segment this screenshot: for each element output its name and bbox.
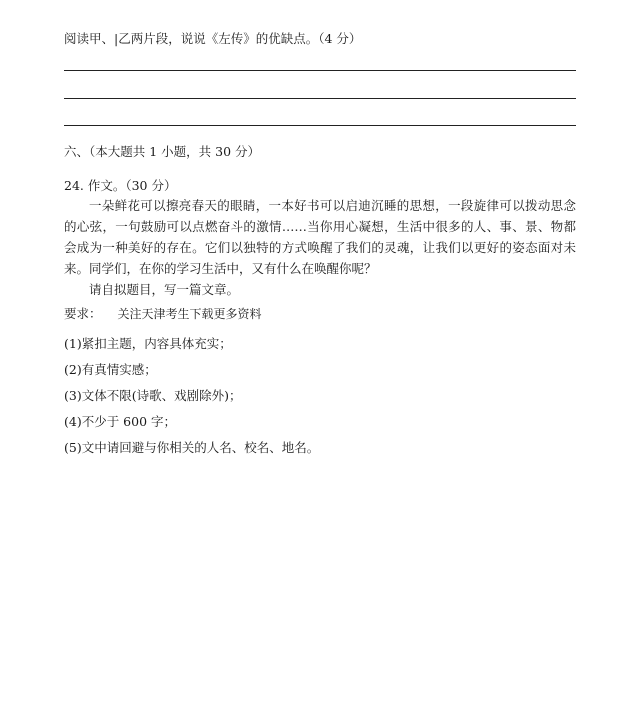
question-24-passage: 一朵鲜花可以擦亮春天的眼睛，一本好书可以启迪沉睡的思想，一段旋律可以拨动思念的心弦，一句鼓励可以点燃奋斗的激情……当你用心凝想，生活中很多的人、事、景、物都会成为一种美好的存在。它们以独特的方式唤醒了我们的灵魂，让我们以更好的姿态面对未来。同学们，在你的学习生活中，又有什么在唤醒你呢？ [64, 198, 576, 276]
answer-line-2 [64, 98, 576, 99]
requirement-item-4: (4)不少于 600 字； [64, 414, 177, 429]
instruction-text: 请自拟题目，写一篇文章。 [89, 282, 240, 297]
requirement-item-3: (3)文体不限(诗歌、戏剧除外)； [64, 388, 242, 403]
watermark-text: 关注天津考生下载更多资料 [117, 307, 262, 321]
requirements-label: 要求： [64, 306, 102, 321]
requirements-row [64, 305, 262, 323]
section-title: 六、（本大题共 1 小题，共 30 分） [64, 144, 261, 159]
requirement-item-1: (1)紧扣主题，内容具体充实； [64, 336, 232, 351]
answer-line-3 [64, 125, 576, 126]
question-prompt: 阅读甲、|乙两片段，说说《左传》的优缺点。（4 分） [64, 31, 362, 46]
question-24-title: 24. 作文。（30 分） [64, 178, 177, 193]
requirement-item-2: (2)有真情实感； [64, 362, 157, 377]
requirement-item-5: (5)文中请回避与你相关的人名、校名、地名。 [64, 440, 320, 455]
answer-line-1 [64, 70, 576, 71]
